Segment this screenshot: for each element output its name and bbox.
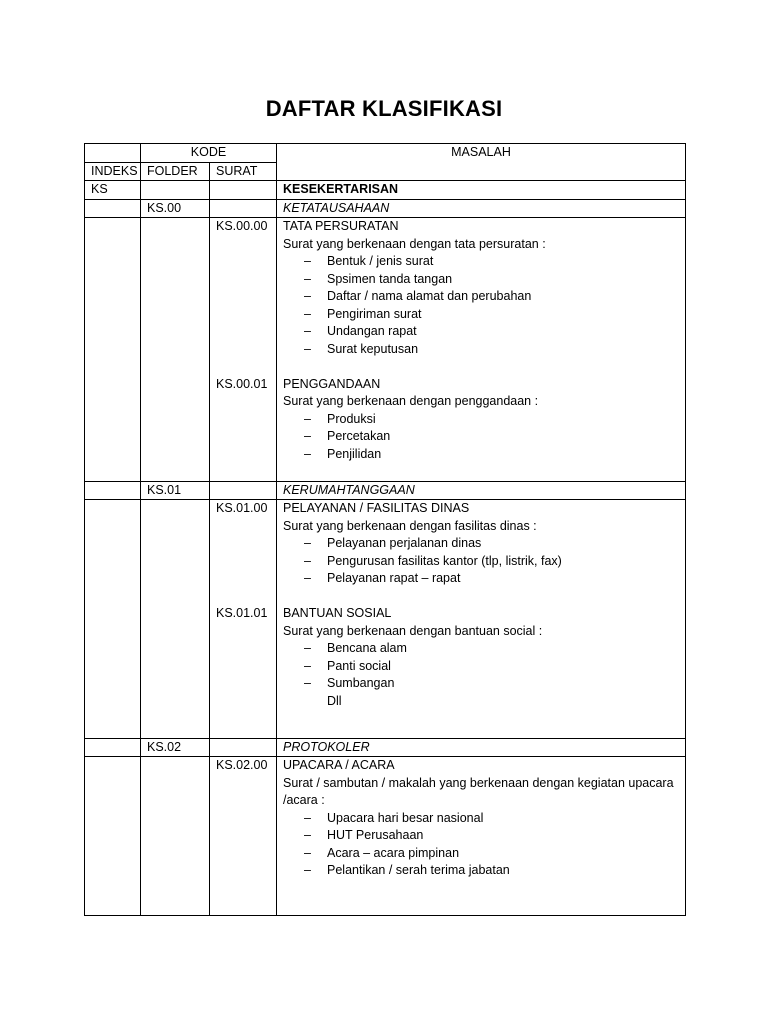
item-list [283, 535, 685, 588]
folder-code: KS.01 [141, 481, 210, 500]
list-item: – Pengiriman surat [283, 306, 685, 324]
list-item: – Penjilidan [283, 446, 685, 464]
list-item: – Produksi [283, 411, 685, 429]
header-folder: FOLDER [141, 162, 210, 181]
list-item: – Bentuk / jenis surat [283, 253, 685, 271]
header-surat: SURAT [210, 162, 277, 181]
masalah-cell [277, 500, 686, 739]
header-indeks-top [85, 144, 141, 163]
surat-desc: Surat yang berkenaan dengan tata persuratan : [283, 236, 546, 251]
list-item: – Percetakan [283, 428, 685, 446]
ks-indeks: KS [85, 181, 141, 200]
header-kode: KODE [141, 144, 277, 163]
item-list [283, 411, 685, 464]
list-item: – Pelayanan rapat – rapat [283, 570, 685, 588]
masalah-cell [277, 218, 686, 482]
list-item: – Daftar / nama alamat dan perubahan [283, 288, 685, 306]
item-list [283, 810, 685, 880]
ks-row [85, 181, 686, 200]
surat-desc: Surat yang berkenaan dengan penggandaan : [283, 394, 539, 408]
surat-title: PELAYANAN / FASILITAS DINAS [283, 501, 470, 515]
list-item: – Acara – acara pimpinan [283, 845, 685, 863]
list-item: – Surat keputusan [283, 341, 685, 359]
folder-row [85, 199, 686, 218]
surat-desc: Surat / sambutan / makalah yang berkenaan dengan kegiatan upacara /acara : [283, 775, 674, 807]
surat-code: KS.01.01 [216, 606, 268, 620]
ks-masalah: KESEKERTARISAN [277, 181, 686, 200]
list-item: – Spsimen tanda tangan [283, 271, 685, 289]
list-item: – Pelantikan / serah terima jabatan [283, 862, 685, 880]
surat-title: PENGGANDAAN [283, 376, 381, 391]
list-item: – HUT Perusahaan [283, 827, 685, 845]
surat-code: KS.00.01 [216, 376, 268, 391]
folder-code: KS.02 [141, 738, 210, 757]
list-extra: Dll [327, 693, 342, 708]
list-item: – Upacara hari besar nasional [283, 810, 685, 828]
folder-row [85, 481, 686, 500]
masalah-cell [277, 757, 686, 916]
folder-row [85, 738, 686, 757]
surat-code: KS.02.00 [216, 758, 268, 772]
list-item: – Pengurusan fasilitas kantor (tlp, listrik, fax) [283, 553, 685, 571]
folder-name: KERUMAHTANGGAAN [277, 481, 686, 500]
classification-table [84, 143, 686, 916]
folder-code: KS.00 [141, 199, 210, 218]
list-item: – Panti social [283, 658, 685, 676]
surat-block-row [85, 757, 686, 916]
surat-code: KS.01.00 [216, 501, 268, 515]
surat-block-row [85, 500, 686, 739]
document-title: DAFTAR KLASIFIKASI [265, 96, 503, 121]
surat-desc: Surat yang berkenaan dengan bantuan social : [283, 623, 543, 638]
folder-name: KETATAUSAHAAN [277, 199, 686, 218]
item-list [283, 253, 685, 358]
surat-block-row [85, 218, 686, 482]
header-indeks: INDEKS [85, 162, 141, 181]
item-list [283, 640, 685, 693]
folder-name: PROTOKOLER [277, 738, 686, 757]
header-masalah: MASALAH [277, 144, 686, 181]
surat-code: KS.00.00 [216, 219, 268, 233]
surat-codes-cell [210, 218, 277, 482]
surat-title: UPACARA / ACARA [283, 758, 395, 772]
surat-title: BANTUAN SOSIAL [283, 606, 392, 620]
surat-desc: Surat yang berkenaan dengan fasilitas dinas : [283, 518, 537, 533]
surat-title: TATA PERSURATAN [283, 219, 399, 233]
header-row-1 [85, 144, 686, 163]
surat-codes-cell [210, 500, 277, 739]
list-item: – Bencana alam [283, 640, 685, 658]
list-item: – Undangan rapat [283, 323, 685, 341]
surat-codes-cell [210, 757, 277, 916]
list-item: – Pelayanan perjalanan dinas [283, 535, 685, 553]
list-item: – Sumbangan [283, 675, 685, 693]
